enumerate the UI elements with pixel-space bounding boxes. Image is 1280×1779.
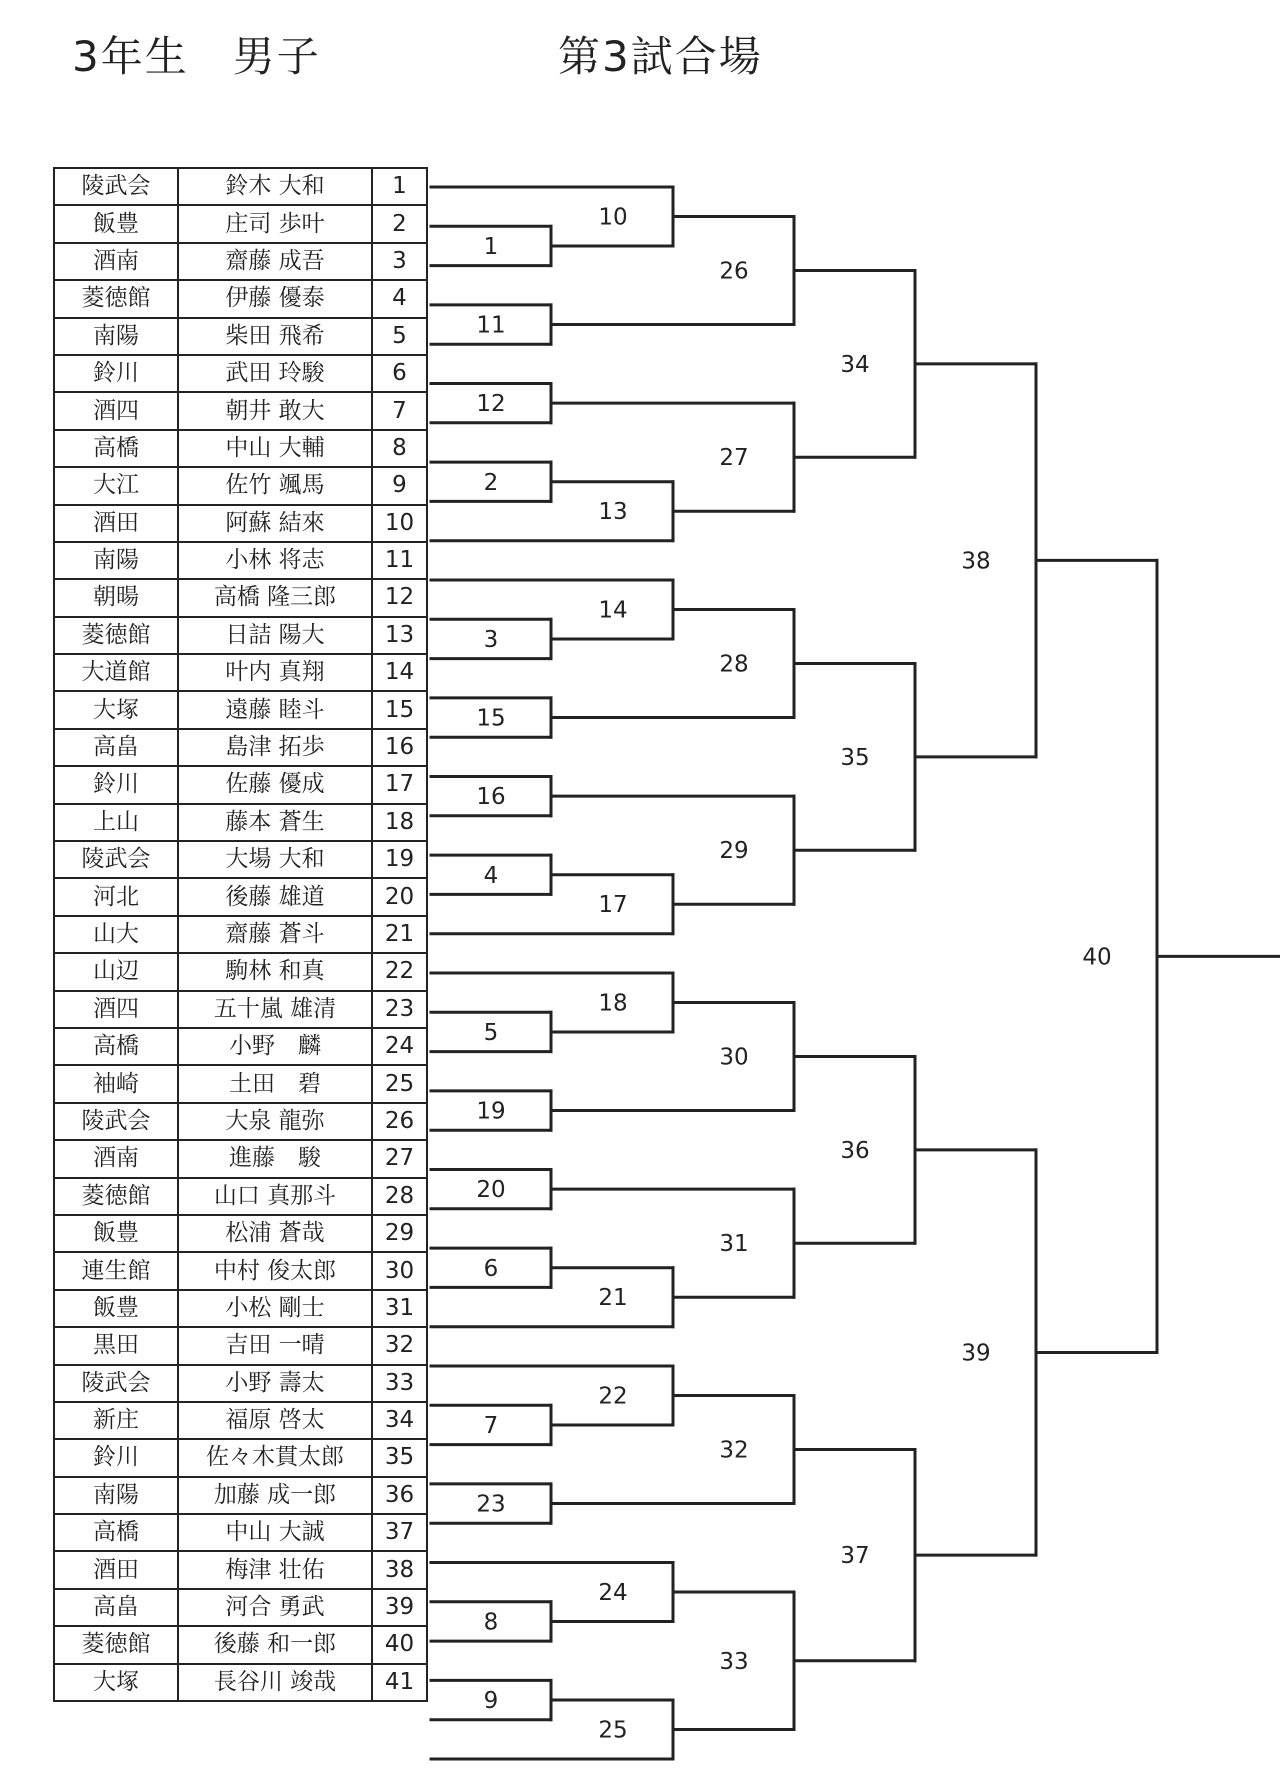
name-cell: 山口 真那斗 [178,1178,372,1215]
club-cell: 飯豊 [54,1215,178,1252]
name-cell: 齋藤 蒼斗 [178,916,372,953]
name-cell: 長谷川 竣哉 [178,1664,372,1701]
seed-cell: 25 [372,1065,427,1102]
seed-cell: 12 [372,579,427,616]
name-cell: 松浦 蒼哉 [178,1215,372,1252]
bout-number: 27 [719,445,749,472]
club-cell: 菱徳館 [54,280,178,317]
seed-cell: 41 [372,1664,427,1701]
club-cell: 菱徳館 [54,617,178,654]
seed-cell: 36 [372,1477,427,1514]
name-cell: 大場 大和 [178,841,372,878]
seed-cell: 21 [372,916,427,953]
bout-number: 13 [598,499,628,526]
name-cell: 中山 大輔 [178,430,372,467]
venue-title: 第3試合場 [558,32,763,81]
bout-number: 7 [483,1412,499,1439]
seed-cell: 24 [372,1028,427,1065]
bout-number: 15 [476,705,506,732]
club-cell: 酒四 [54,392,178,429]
name-cell: 後藤 雄道 [178,878,372,915]
bout-number: 11 [476,312,506,339]
name-cell: 小野 麟 [178,1028,372,1065]
name-cell: 遠藤 睦斗 [178,691,372,728]
seed-cell: 29 [372,1215,427,1252]
name-cell: 佐々木貫太郎 [178,1439,372,1476]
seed-cell: 20 [372,878,427,915]
club-cell: 南陽 [54,542,178,579]
seed-cell: 31 [372,1290,427,1327]
bout-number: 21 [598,1285,628,1312]
name-cell: 朝井 敢大 [178,392,372,429]
club-cell: 高畠 [54,729,178,766]
club-cell: 山大 [54,916,178,953]
bout-number: 39 [961,1340,991,1367]
club-cell: 大塚 [54,1664,178,1701]
seed-cell: 3 [372,243,427,280]
name-cell: 鈴木 大和 [178,168,372,205]
bout-number: 37 [840,1543,870,1570]
name-cell: 高橋 隆三郎 [178,579,372,616]
bout-number: 2 [483,469,499,496]
seed-cell: 1 [372,168,427,205]
seed-cell: 13 [372,617,427,654]
name-cell: 土田 碧 [178,1065,372,1102]
name-cell: 島津 拓歩 [178,729,372,766]
bout-number: 33 [719,1648,749,1675]
name-cell: 駒林 和真 [178,953,372,990]
name-cell: 庄司 歩叶 [178,205,372,242]
club-cell: 高畠 [54,1589,178,1626]
name-cell: 中村 俊太郎 [178,1252,372,1289]
bout-number: 29 [719,838,749,865]
seed-cell: 7 [372,392,427,429]
name-cell: 後藤 和一郎 [178,1626,372,1663]
club-cell: 朝暘 [54,579,178,616]
seed-cell: 8 [372,430,427,467]
seed-cell: 15 [372,691,427,728]
bout-number: 35 [840,744,870,771]
name-cell: 梅津 壮佑 [178,1551,372,1588]
club-cell: 鈴川 [54,766,178,803]
name-cell: 加藤 成一郎 [178,1477,372,1514]
bout-number: 20 [476,1177,506,1204]
club-cell: 菱徳館 [54,1178,178,1215]
bout-number: 28 [719,651,749,678]
bout-number: 6 [483,1255,499,1282]
name-cell: 柴田 飛希 [178,318,372,355]
club-cell: 陵武会 [54,1365,178,1402]
bout-number: 1 [483,233,499,260]
club-cell: 酒四 [54,991,178,1028]
seed-cell: 19 [372,841,427,878]
seed-cell: 18 [372,804,427,841]
seed-cell: 14 [372,654,427,691]
club-cell: 酒田 [54,1551,178,1588]
bout-number: 14 [598,597,628,624]
club-cell: 山辺 [54,953,178,990]
name-cell: 阿蘇 結來 [178,505,372,542]
club-cell: 大江 [54,467,178,504]
club-cell: 高橋 [54,1514,178,1551]
bout-number: 22 [598,1383,628,1410]
club-cell: 飯豊 [54,205,178,242]
club-cell: 鈴川 [54,355,178,392]
club-cell: 大道館 [54,654,178,691]
seed-cell: 37 [372,1514,427,1551]
bout-number: 10 [598,204,628,231]
club-cell: 菱徳館 [54,1626,178,1663]
name-cell: 叶内 真翔 [178,654,372,691]
seed-cell: 9 [372,467,427,504]
club-cell: 南陽 [54,1477,178,1514]
club-cell: 飯豊 [54,1290,178,1327]
bout-number: 26 [719,258,749,285]
name-cell: 五十嵐 雄清 [178,991,372,1028]
seed-cell: 26 [372,1103,427,1140]
name-cell: 小林 将志 [178,542,372,579]
seed-cell: 11 [372,542,427,579]
name-cell: 河合 勇武 [178,1589,372,1626]
bout-number: 32 [719,1437,749,1464]
name-cell: 吉田 一晴 [178,1327,372,1364]
seed-cell: 28 [372,1178,427,1215]
club-cell: 酒南 [54,1140,178,1177]
bout-number: 40 [1082,944,1112,971]
club-cell: 鈴川 [54,1439,178,1476]
seed-cell: 40 [372,1626,427,1663]
bout-number: 25 [598,1717,628,1744]
bout-number: 38 [961,548,991,575]
name-cell: 齋藤 成吾 [178,243,372,280]
name-cell: 大泉 龍弥 [178,1103,372,1140]
name-cell: 伊藤 優泰 [178,280,372,317]
seed-cell: 34 [372,1402,427,1439]
name-cell: 進藤 駿 [178,1140,372,1177]
bout-number: 4 [483,862,499,889]
club-cell: 新庄 [54,1402,178,1439]
bout-number: 31 [719,1231,749,1258]
club-cell: 陵武会 [54,168,178,205]
bout-number: 16 [476,784,506,811]
seed-cell: 4 [372,280,427,317]
bout-number: 34 [840,351,870,378]
seed-cell: 39 [372,1589,427,1626]
club-cell: 陵武会 [54,841,178,878]
name-cell: 中山 大誠 [178,1514,372,1551]
seed-cell: 17 [372,766,427,803]
club-cell: 高橋 [54,430,178,467]
name-cell: 日詰 陽大 [178,617,372,654]
club-cell: 連生館 [54,1252,178,1289]
category-title: 3年生 男子 [72,32,321,81]
bout-number: 3 [483,626,499,653]
seed-cell: 5 [372,318,427,355]
bout-number: 17 [598,892,628,919]
seed-cell: 22 [372,953,427,990]
name-cell: 福原 啓太 [178,1402,372,1439]
bout-number: 12 [476,391,506,418]
club-cell: 高橋 [54,1028,178,1065]
name-cell: 佐竹 颯馬 [178,467,372,504]
name-cell: 小松 剛士 [178,1290,372,1327]
club-cell: 南陽 [54,318,178,355]
seed-cell: 35 [372,1439,427,1476]
bout-number: 36 [840,1137,870,1164]
club-cell: 陵武会 [54,1103,178,1140]
bout-number: 24 [598,1579,628,1606]
seed-cell: 32 [372,1327,427,1364]
club-cell: 酒田 [54,505,178,542]
seed-cell: 33 [372,1365,427,1402]
club-cell: 上山 [54,804,178,841]
bout-number: 23 [476,1491,506,1518]
bout-number: 30 [719,1044,749,1071]
seed-cell: 38 [372,1551,427,1588]
name-cell: 小野 壽太 [178,1365,372,1402]
name-cell: 藤本 蒼生 [178,804,372,841]
bout-number: 5 [483,1019,499,1046]
seed-cell: 30 [372,1252,427,1289]
seed-cell: 6 [372,355,427,392]
name-cell: 佐藤 優成 [178,766,372,803]
seed-cell: 10 [372,505,427,542]
bout-number: 18 [598,990,628,1017]
seed-cell: 23 [372,991,427,1028]
club-cell: 袖崎 [54,1065,178,1102]
bout-number: 8 [483,1609,499,1636]
name-cell: 武田 玲駿 [178,355,372,392]
bout-number: 9 [483,1688,499,1715]
seed-cell: 16 [372,729,427,766]
club-cell: 酒南 [54,243,178,280]
club-cell: 大塚 [54,691,178,728]
club-cell: 河北 [54,878,178,915]
seed-cell: 27 [372,1140,427,1177]
club-cell: 黒田 [54,1327,178,1364]
seed-cell: 2 [372,205,427,242]
bout-number: 19 [476,1098,506,1125]
